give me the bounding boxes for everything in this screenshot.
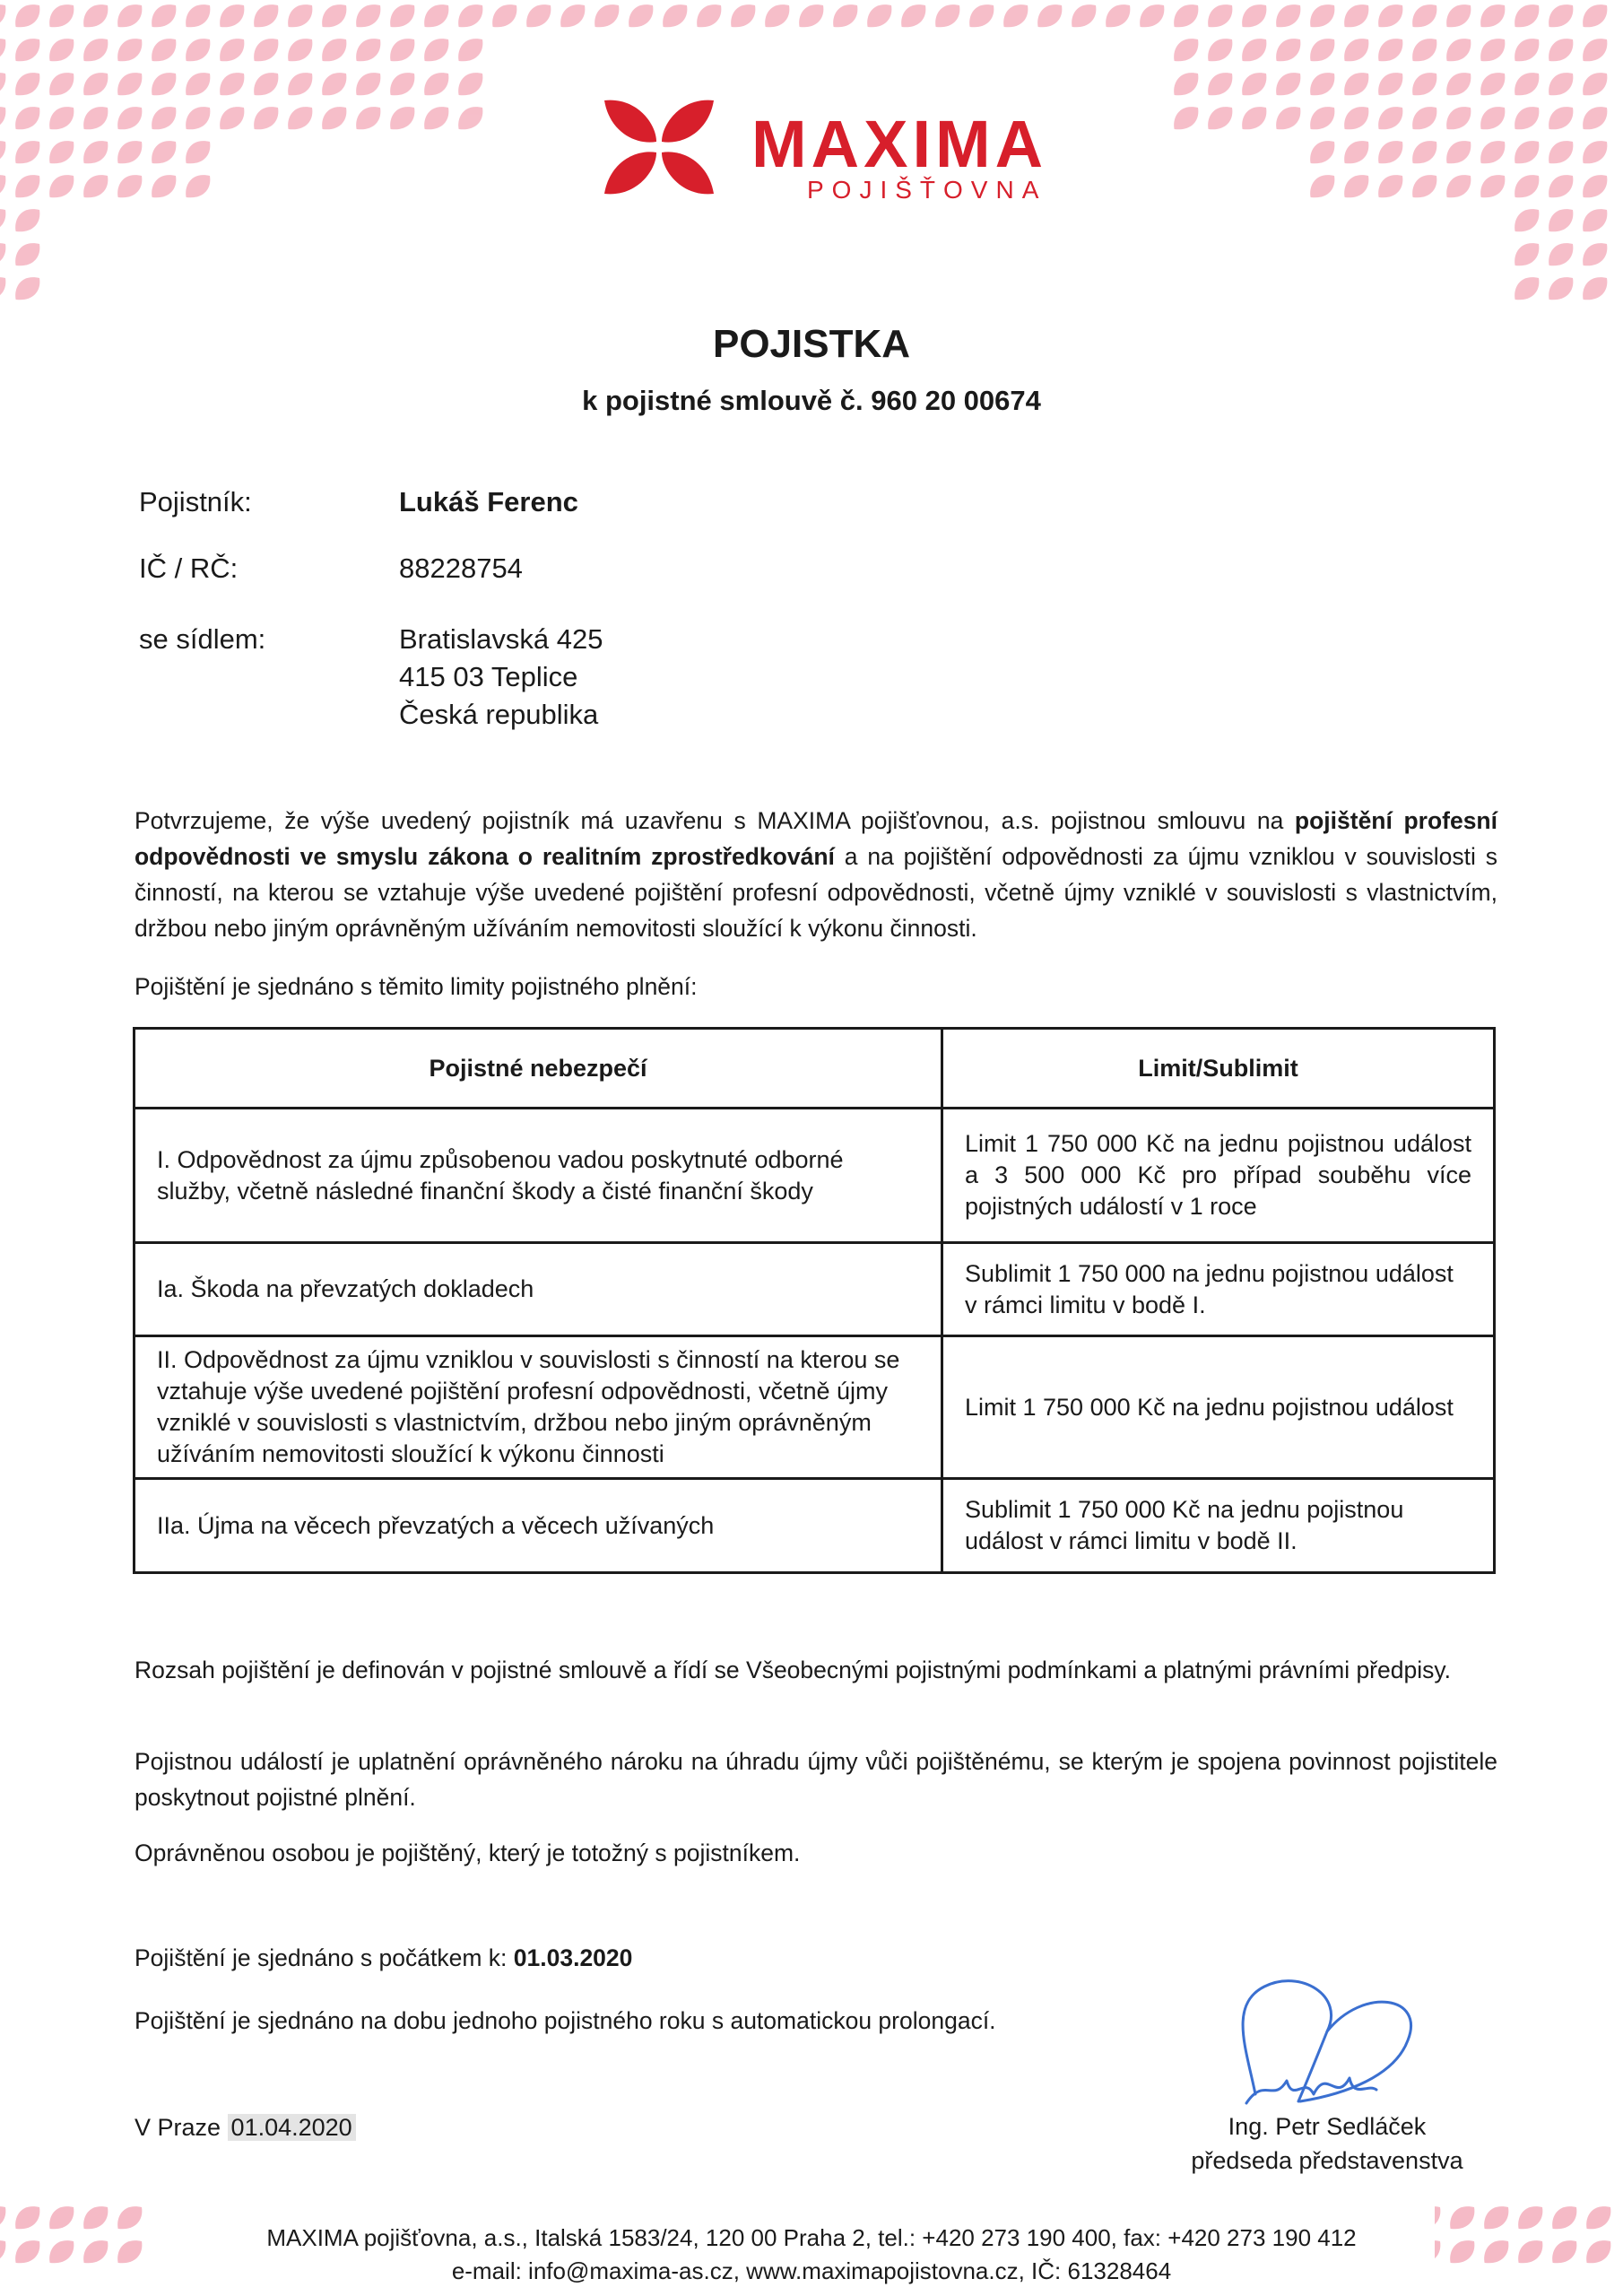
logo-wordmark: MAXIMA (751, 107, 1048, 181)
place-date (135, 2109, 356, 2145)
table-header-row (135, 1029, 1495, 1109)
signer-role: předseda představenstva (1191, 2147, 1463, 2174)
address-line-2: 415 03 Teplice (399, 661, 578, 692)
document-title: POJISTKA (712, 322, 911, 366)
table-row (135, 1479, 1495, 1573)
scope-paragraph: Rozsah pojištění je definován v pojistné smlouvě a řídí se Všeobecnými pojistnými podmínkami a platnými právními předpisy. (135, 1657, 1452, 1683)
signer-name: Ing. Petr Sedláček (1228, 2113, 1427, 2140)
table-cell-risk: Ia. Škoda na převzatých dokladech (135, 1243, 942, 1336)
duration-paragraph: Pojištění je sjednáno na dobu jednoho pojistného roku s automatickou prolongací. (135, 2007, 996, 2034)
intro-text-a: Potvrzujeme, že výše uvedený pojistník má uzavřenu s MAXIMA pojišťovnou, a.s. pojistnou smlouvu na (135, 807, 1295, 834)
start-date: 01.03.2020 (513, 1944, 633, 1971)
logo-subtitle: POJIŠŤOVNA (807, 176, 1047, 204)
address-line-1: Bratislavská 425 (399, 623, 603, 655)
limits-table (133, 1027, 1496, 1574)
intro-text-bold: pojištění profesní odpovědnosti ve smyslu zákona o realitním zprostředkování (135, 807, 1497, 870)
handwritten-signature (1193, 1969, 1462, 2112)
table-cell-risk: I. Odpovědnost za újmu způsobenou vadou poskytnuté odborné služby, včetně následné finanční škody a čisté finanční škody (135, 1109, 942, 1243)
footer-address: MAXIMA pojišťovna, a.s., Italská 1583/24, 120 00 Praha 2, tel.: +420 273 190 400, fax: +420 273 190 412 (266, 2224, 1357, 2251)
company-logo (601, 97, 1049, 204)
maxima-logo-icon (601, 97, 717, 197)
entitled-paragraph: Oprávněnou osobou je pojištěný, který je totožný s pojistníkem. (135, 1839, 801, 1866)
limits-intro: Pojištění je sjednáno s těmito limity pojistného plnění: (135, 973, 698, 1000)
table-row (135, 1243, 1495, 1336)
id-label: IČ / RČ: (139, 552, 239, 584)
issue-date: 01.04.2020 (228, 2114, 356, 2141)
place-label: V Praze (135, 2114, 228, 2141)
footer-contacts: e-mail: info@maxima-as.cz, www.maximapojistovna.cz, IČ: 61328464 (451, 2257, 1172, 2284)
table-header-limit: Limit/Sublimit (942, 1029, 1495, 1109)
table-cell-risk: IIa. Újma na věcech převzatých a věcech užívaných (135, 1479, 942, 1573)
intro-text-b: a na pojištění odpovědnosti za újmu vzniklou v souvislosti s činností, na kterou se vztahuje výše uvedené pojištění profesní odpovědnosti, včetně újmy vzniklé v souvislosti s vlastnictvím, držbou nebo jiným oprávněným užíváním nemovitosti sloužící k výkonu činnosti. (135, 843, 1497, 942)
table-cell-limit: Sublimit 1 750 000 na jednu pojistnou událost v rámci limitu v bodě I. (942, 1243, 1495, 1336)
intro-paragraph (135, 803, 1497, 946)
insurer-label: Pojistník: (139, 486, 252, 517)
insurer-value: Lukáš Ferenc (399, 486, 578, 517)
table-row (135, 1109, 1495, 1243)
event-paragraph: Pojistnou událostí je uplatnění oprávněného nároku na úhradu újmy vůči pojištěnému, se kterým je spojena povinnost pojistitele poskytnout pojistné plnění. (135, 1748, 1497, 1811)
table-header-risk: Pojistné nebezpečí (135, 1029, 942, 1109)
table-cell-risk: II. Odpovědnost za újmu vzniklou v souvislosti s činností na kterou se vztahuje výše uvedené pojištění profesní odpovědnosti, včetně újmy vzniklé v souvislosti s vlastnictvím, držbou nebo jiným oprávněným užíváním nemovitosti sloužící k výkonu činnosti (135, 1336, 942, 1479)
table-cell-limit: Limit 1 750 000 Kč na jednu pojistnou událost (942, 1336, 1495, 1479)
start-label: Pojištění je sjednáno s počátkem k: (135, 1944, 514, 1971)
id-value: 88228754 (399, 552, 523, 584)
table-cell-limit: Sublimit 1 750 000 Kč na jednu pojistnou událost v rámci limitu v bodě II. (942, 1479, 1495, 1573)
document-subtitle: k pojistné smlouvě č. 960 20 00674 (582, 385, 1041, 416)
table-row (135, 1336, 1495, 1479)
table-cell-limit: Limit 1 750 000 Kč na jednu pojistnou událost a 3 500 000 Kč pro případ souběhu více pojistných událostí v 1 roce (942, 1109, 1495, 1243)
seat-label: se sídlem: (139, 623, 266, 655)
address-line-3: Česká republika (399, 699, 599, 730)
